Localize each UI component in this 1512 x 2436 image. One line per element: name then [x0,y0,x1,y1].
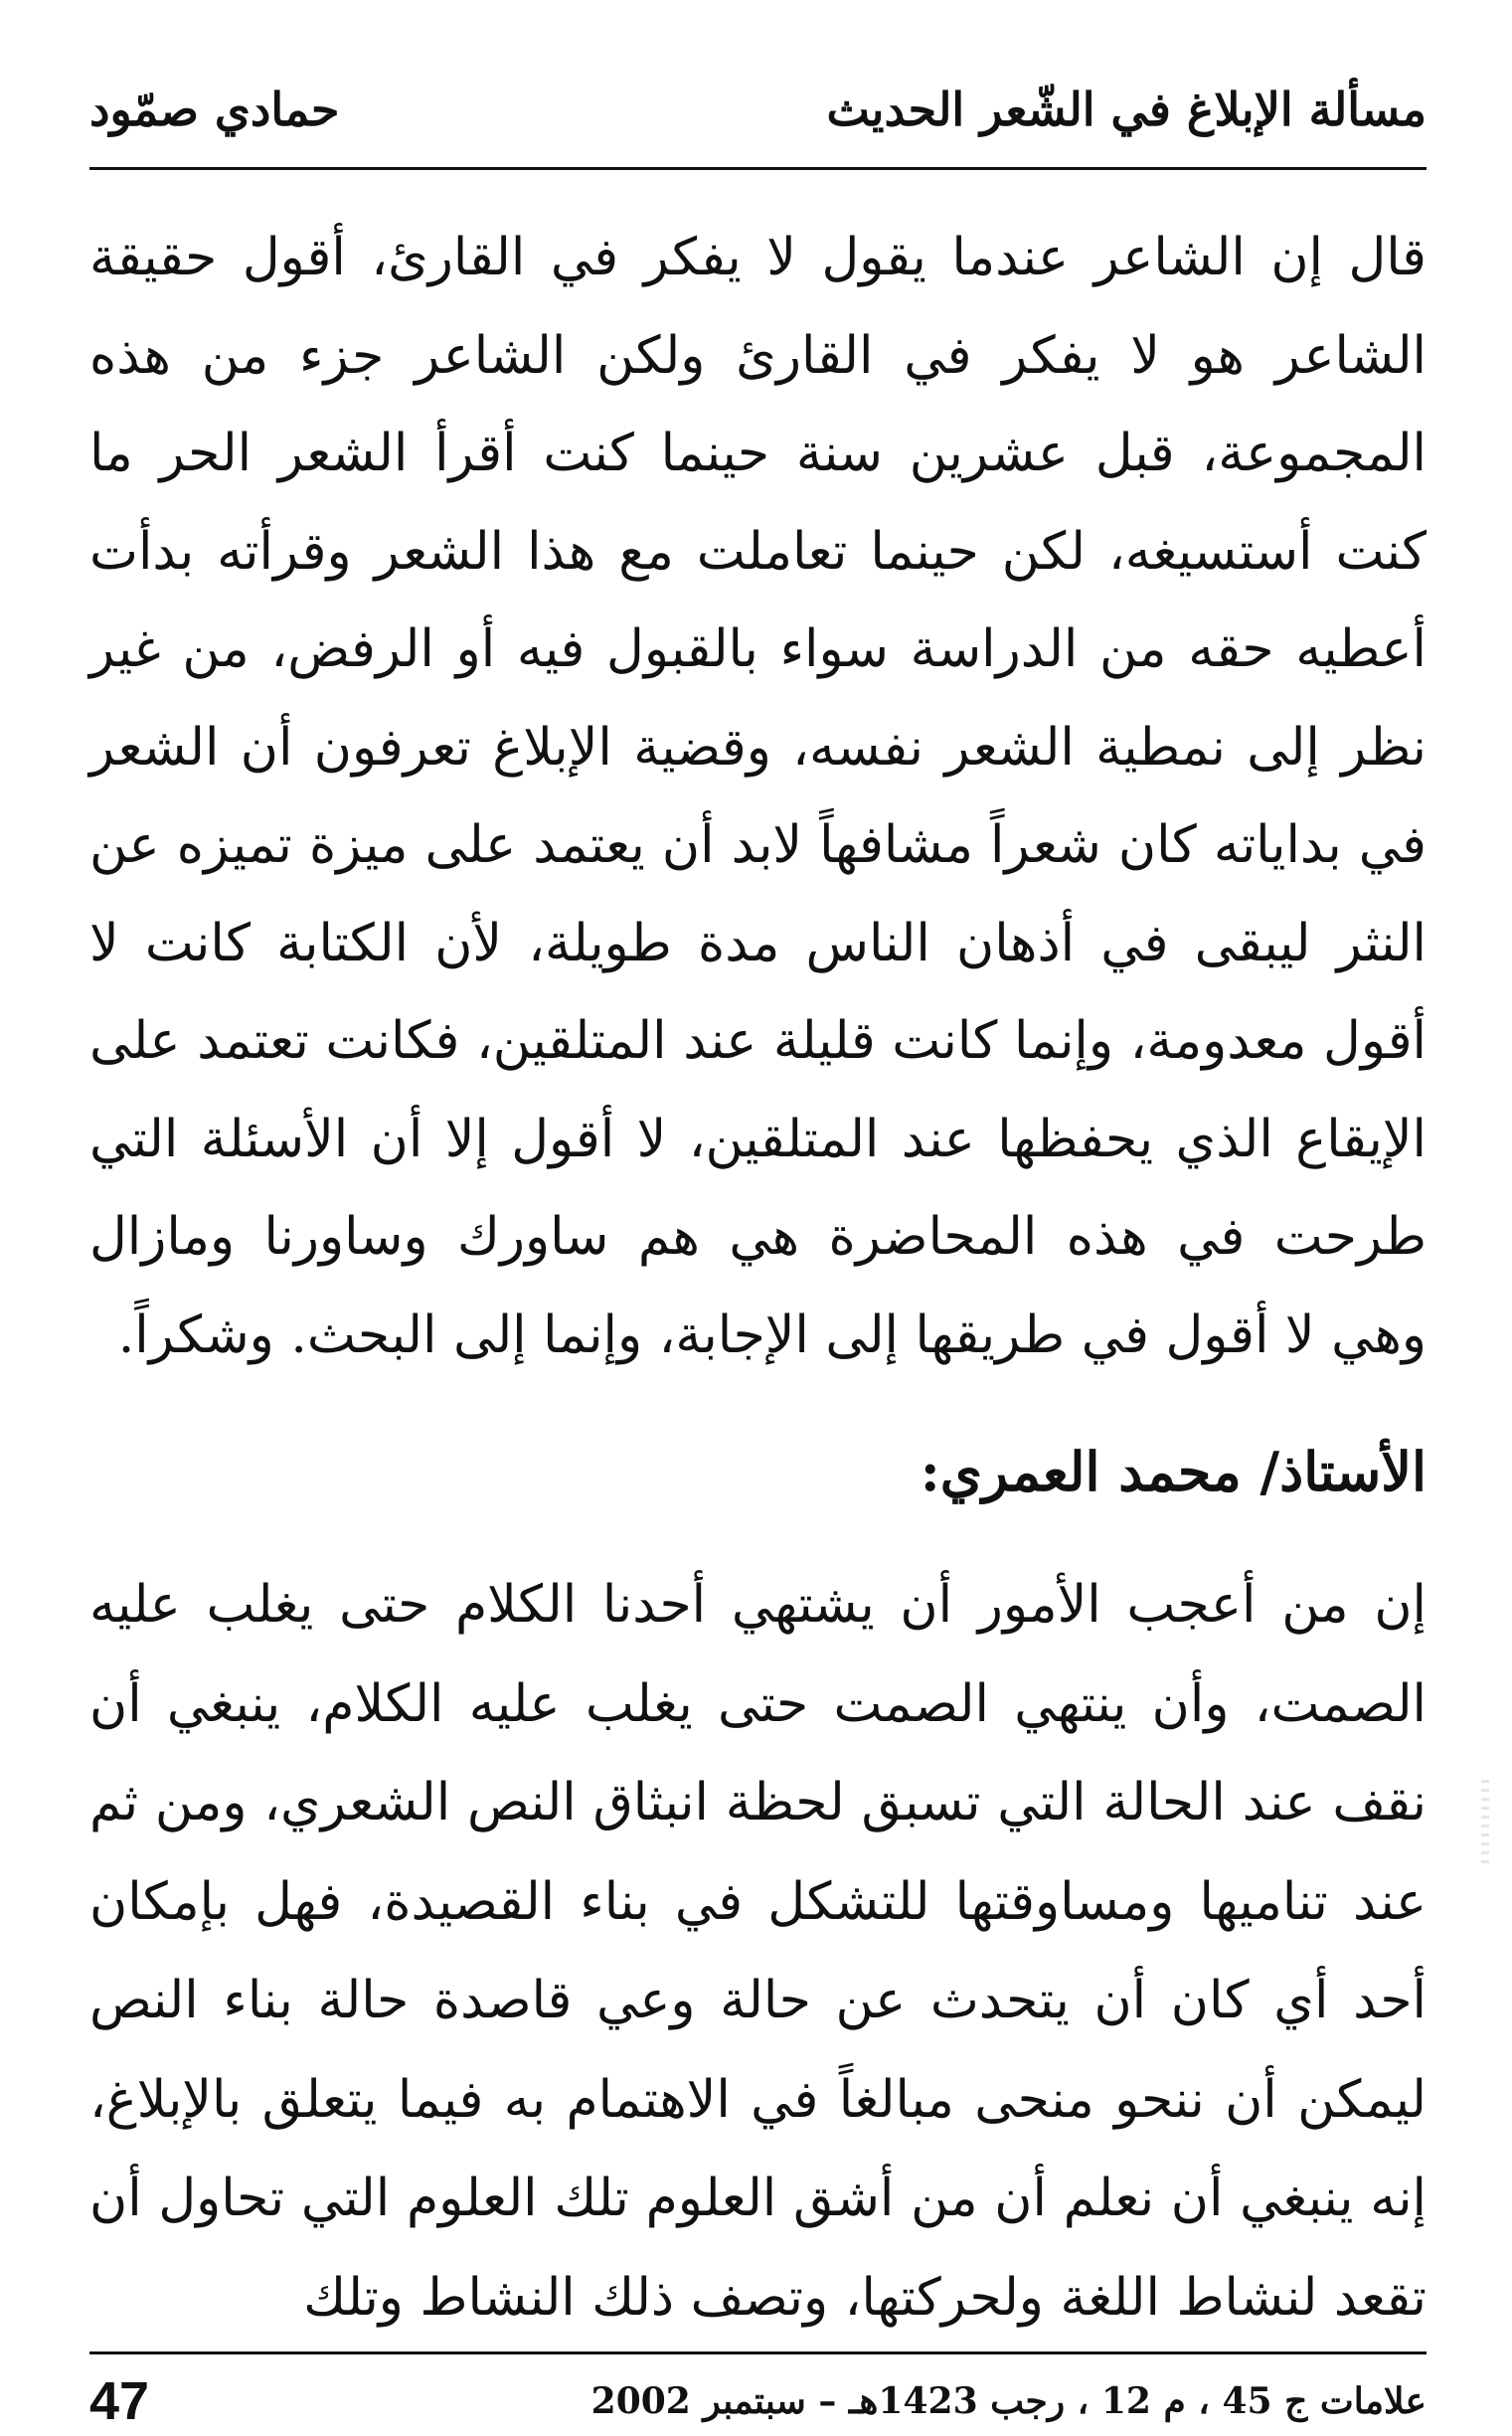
header-divider [89,167,1427,170]
paragraph-1: قال إن الشاعر عندما يقول لا يفكر في القارئ، أقول حقيقة الشاعر هو لا يفكر في القارئ ولكن الشاعر جزء من هذه المجموعة، قبل عشرين سنة حينما كنت أقرأ الشعر الحر ما كنت أستسيغه، لكن حينما تعاملت مع هذا الشعر وقرأته بدأت أعطيه حقه من الدراسة سواء بالقبول فيه أو الرفض، من غير نظر إلى نمطية الشعر نفسه، وقضية الإبلاغ تعرفون أن الشعر في بداياته كان شعراً مشافهاً لابد أن يعتمد على ميزة تميزه عن النثر ليبقى في أذهان الناس مدة طويلة، لأن الكتابة كانت لا أقول معدومة، وإنما كانت قليلة عند المتلقين، فكانت تعتمد على الإيقاع الذي يحفظها عند المتلقين، لا أقول إلا أن الأسئلة التي طرحت في هذه المحاضرة هي هم ساورك وساورنا ومازال وهي لا أقول في طريقها إلى الإجابة، وإنما إلى البحث. وشكراً. [89,228,1427,1365]
body-text-section-1 [89,209,1427,1384]
paragraph-2: إن من أعجب الأمور أن يشتهي أحدنا الكلام حتى يغلب عليه الصمت، وأن ينتهي الصمت حتى يغلب عليه الكلام، ينبغي أن نقف عند الحالة التي تسبق لحظة انبثاق النص الشعري، ومن ثم عند تناميها ومساوقتها للتشكل في بناء القصيدة، فهل بإمكان أحد أي كان أن يتحدث عن حالة وعي قاصدة حالة بناء النص ليمكن أن ننحو منحى مبالغاً في الاهتمام به فيما يتعلق بالإبلاغ، إنه ينبغي أن نعلم أن من أشق العلوم تلك العلوم التي تحاول أن تقعد لنشاط اللغة ولحركتها، وتصف ذلك النشاط وتلك [89,1575,1427,2328]
page-number: 47 [89,2371,150,2431]
running-footer [89,2366,1427,2436]
body-text-section-2 [89,1556,1427,2348]
journal-info: علامات ج 45 ، م 12 ، رجب 1423هـ – سبتمبر 2002 [590,2380,1427,2422]
speaker-heading: الأستاذ/ محمد العمري: [920,1440,1427,1503]
article-title: مسألة الإبلاغ في الشّعر الحديث [826,83,1427,136]
running-header [89,60,1427,159]
document-page [89,40,1427,2431]
footer-divider [89,2351,1427,2354]
author-name: حمادي صمّود [89,83,340,136]
scan-artifact [1481,1780,1489,1869]
